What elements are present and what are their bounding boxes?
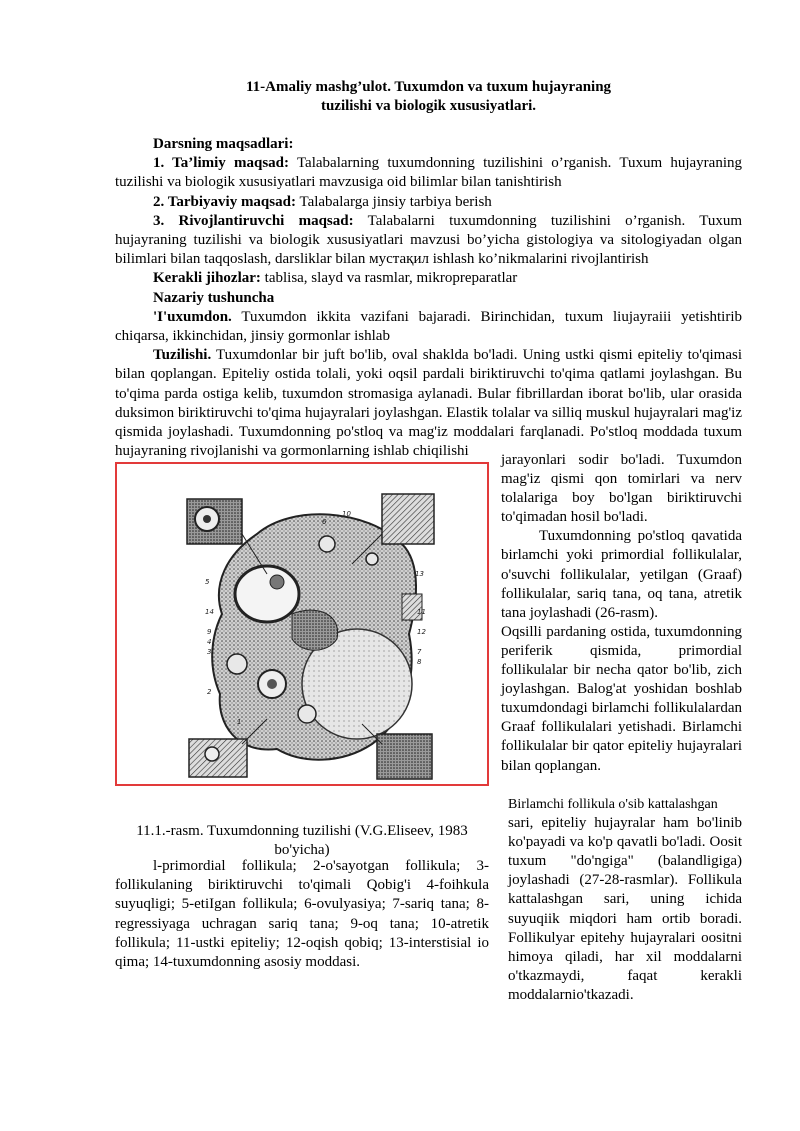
figure-number: 12 xyxy=(417,628,426,636)
right-paragraph-2: Tuxumdonning po'stloq qavatida birlamchi yoki primordial follikulalar, o'suvchi follikulalar, yetilgan (Graaf) follikulalar, sariq tana, oq tana, atretik tana joylashadi (26-rasm). xyxy=(501,528,742,621)
figure-caption: 11.1.-rasm. Tuxumdonning tuzilishi (V.G.Eliseev, 1983 bo'yicha) xyxy=(136,823,468,859)
right-column-text-lower xyxy=(508,795,742,1005)
page-title xyxy=(115,78,742,116)
figure-number: 7 xyxy=(417,648,422,656)
figure-number: 6 xyxy=(322,518,327,526)
goals-heading: Darsning maqsadlari: xyxy=(153,136,294,152)
ovary-figure xyxy=(115,462,489,786)
structure-paragraph: Tuzilishi. Tuxumdonlar bir juft bo'lib, oval shaklda bo'ladi. Uning ustki qismi epiteliy to'qimasi bilan qoplangan. Epiteliy ostida tolali, yoki oqsil pardali biriktiruvchi to'qima qatlami joylashgan. Bu to'qima parda ostiga kelib, tuxumdon stromasiga aylanadi. Bular fibrillardan iborat bo'lib, ular orasida duksimon biriktiruvchi to'qima hujayralari joylashgan. Elastik tolalar va silliq muskul hujayralari mag'iz qismida joylashadi. Tuxumdonning po'stloq va mag'iz moddalari farqlanadi. Po'stloq moddada tuxum hujayraning rivojlanishi va gormonlarning ishlab chiqilishi xyxy=(115,347,742,460)
figure-number: 3 xyxy=(207,648,212,656)
figure-legend: l-primordial follikula; 2-o'sayotgan follikula; 3-follikulaning biriktiruvchi to'qimali Qobig'i 4-foihkula suyuqligi; 5-etiIgan follikula; 6-ovulyasiya; 7-sariq tana; 8-regressiyaga uchragan sariq tana; 9-oq tana; 10-atretik follikula; 11-ustki epiteliy; 12-oqish qobiq; 13-interstisial io qima; 14-tuxumdonning asosiy moddasi. xyxy=(115,858,489,971)
theory-heading: Nazariy tushuncha xyxy=(153,289,275,306)
right-paragraph-3: Oqsilli pardaning ostida, tuxumdonning periferik qismida, primordial follikulalar bir necha qator bo'lib, zich joylashgan. Balog'at yoshidan boshlab tuxumdondagi birlamchi follikulalardan Graaf follikulalari yetishadi. Birlamchi follikulalar bir qator epiteliy hujayralari bilan qoplangan. xyxy=(501,623,742,774)
figure-number: 13 xyxy=(415,570,424,578)
main-text xyxy=(115,135,742,461)
figure-number: 4 xyxy=(207,638,212,646)
figure-number: 11 xyxy=(417,608,426,616)
figure-number: 9 xyxy=(207,628,212,636)
figure-number: 10 xyxy=(342,510,351,518)
goal-developmental: 3. Rivojlantiruvchi maqsad: Talabalarni tuxumdonning tuzilishini o’rganish. Tuxum hujayraning tuzilishi va biologik xususiyatlari mavzusi bo’yicha gistologiya va sitologiyadan olgan bilimlari bilan taqqoslash, darsliklar bilan мустақил ishlash ko’nikmalarini rivojlantirish xyxy=(115,212,742,268)
figure-number: 5 xyxy=(205,578,210,586)
equipment: Kerakli jihozlar: tablisa, slayd va rasmlar, mikropreparatlar xyxy=(153,270,518,287)
title-line-1: 11-Amaliy mashg’ulot. Tuxumdon va tuxum hujayraning xyxy=(245,79,612,95)
title-line-2: tuzilishi va biologik xususiyatlari. xyxy=(320,98,537,114)
right-paragraph-4-first-line: Birlamchi follikula o'sib kattalashgan xyxy=(508,797,718,812)
ovary-illustration xyxy=(117,464,487,784)
figure-number: 14 xyxy=(205,608,214,616)
figure-number: 1 xyxy=(237,718,242,726)
goal-upbringing: 2. Tarbiyaviy maqsad: Talabalarga jinsiy tarbiya berish xyxy=(153,193,492,210)
intro-paragraph: 'I'uxumdon. Tuxumdon ikkita vazifani bajaradi. Birinchidan, tuxum liujayraiii yetishtirib chiqarsa, ikkinchidan, jinsiy gormonlar ishlab xyxy=(115,308,742,345)
goal-educational: 1. Ta’limiy maqsad: Talabalarning tuxumdonning tuzilishini o’rganish. Tuxum hujayraning tuzilishi va biologik xususiyatlari mavzusiga oid bilimlar bilan tanishtirish xyxy=(115,155,742,191)
figure-number: 2 xyxy=(207,688,212,696)
right-paragraph-1: jarayonlari sodir bo'ladi. Tuxumdon mag'iz qismi qon tomirlari va nerv tolalariga boy bo'lgan biriktiruvchi to'qimadan hosil bo'ladi. xyxy=(501,452,742,526)
right-column-text xyxy=(501,451,742,776)
right-paragraph-4: sari, epiteliy hujayralar ham bo'linib ko'payadi va ko'p qavatli bo'ladi. Oosit tuxum "do'ngiga" (balandligiga) joylashadi (27-28-rasmlar). Follikula kattalashgan sari, uning ichida suyuqiik miqdori ham ortib boradi. Follikulyar epitehy hujayralari oositni himoya qiladi, har xil moddalarni o'tkazmaydi, faqat kerakli moddalarnio'tkazadi. xyxy=(508,815,742,1003)
figure-number: 8 xyxy=(417,658,422,666)
